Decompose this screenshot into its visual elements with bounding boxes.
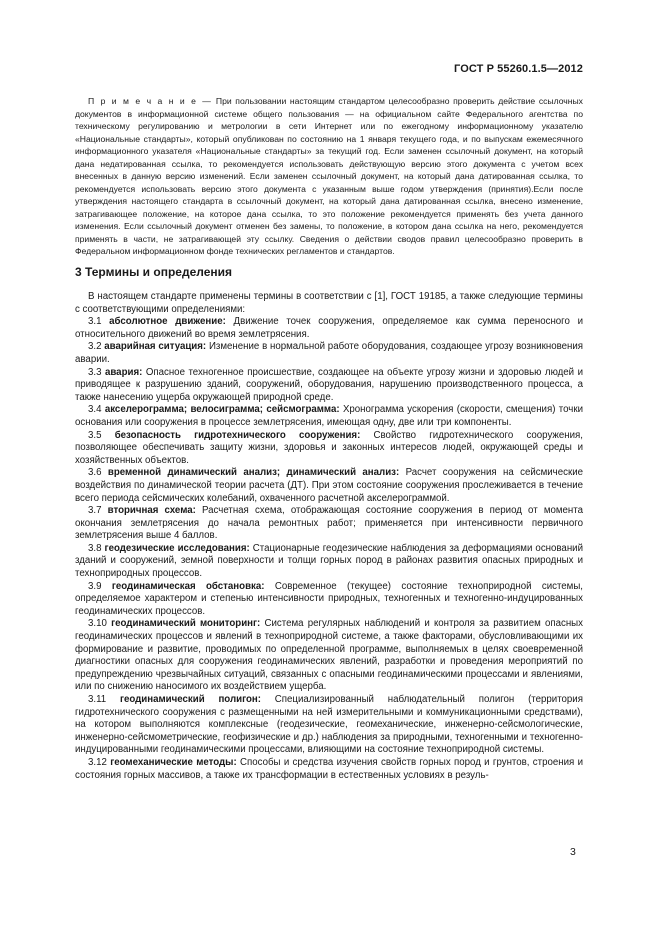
note-label: П р и м е ч а н и е — [88,96,213,106]
term-definition: Расчет сооружения на сейсмические воздействия по динамической теории расчета (ДТ). При этом состояние сооружения прослеживается в течение всего периода сейсмических колебаний, охваченного расчетной акселерограммой. [75,467,583,504]
term-entry [75,757,583,782]
term-entry [75,618,583,694]
term-number: 3.6 [88,467,102,479]
term-number: 3.10 [88,618,107,630]
reference-note [75,95,583,258]
term-definition: Хронограмма ускорения (скорости, смещения) точки основания или сооружения в процессе землетрясения, имеющая одну, две или три компоненты. [75,404,583,428]
term-name: безопасность гидротехнического сооружения: [114,429,361,441]
term-name: акселерограмма; велосиграмма; сейсмограмма: [104,404,340,416]
section-title: 3 Термины и определения [75,265,233,279]
intro-paragraph: В настоящем стандарте применены термины в соответствии с [1], ГОСТ 19185, а также следующие термины с соответствующими определениями: [75,291,583,315]
term-definition: Способы и средства изучения свойств горных пород и грунтов, строения и состояния горных массивов, а также их трансформации в естественных условиях в резуль- [75,756,583,781]
term-entry [75,581,583,619]
term-number: 3.7 [88,505,102,517]
term-name: аварийная ситуация: [104,341,207,353]
term-definition: Современное (текущее) состояние техноприродной системы, определяемое характером и степенью интенсивности природных, техногенных и техногенно-индуцированных геодинамических процессов. [75,580,583,617]
note-text: При пользовании настоящим стандартом целесообразно проверить действие ссылочных документов в информационной системе общего пользования — на официальном сайте Федерального агентства по техническому регулированию и метрологии в сети Интернет или по ежегодному информационному указателю «Национальные стандарты», который опубликован по состоянию на 1 января текущего года, и по выпускам ежемесячного информационного указателя «Национальные стандарты» за текущий год. Если заменен ссылочный документ, на который дана недатированная ссылка, то рекомендуется использовать действующую версию этого документа с учетом всех внесенных в данную версию изменений. Если заменен ссылочный документ, на который дана датированная ссылка, то рекомендуется использовать версию этого документа с указанным выше годом утверждения (принятия).Если после утверждения настоящего стандарта в ссылочный документ, на который дана датированная ссылка, внесено изменение, затрагивающее положение, на которое дана ссылка, то это положение рекомендуется применять без учета данного изменения. Если ссылочный документ отменен без замены, то положение, в котором дана ссылка на него, рекомендуется применять в части, не затрагивающей эту ссылку. Сведения о действии сводов правил целесообразно проверить в Федеральном информационном фонде технических регламентов и стандартов. [75,96,583,256]
term-entry [75,316,583,341]
term-name: геодезические исследования: [104,542,250,554]
term-entry [75,341,583,366]
term-number: 3.11 [88,694,107,705]
term-definition: Стационарные геодезические наблюдения за деформациями оснований зданий и сооружений, земной поверхности и толщи горных пород в районах развития опасных природных и техноприродных процессов. [75,542,583,580]
term-definition: Опасное техногенное происшествие, создающее на объекте угрозу жизни и здоровью людей и приводящее к разрушению зданий, сооружений, оборудования, нарушению производственного процесса, а также нанесению ущерба окружающей природной среде. [75,366,583,403]
term-name: абсолютное движение: [109,316,226,328]
term-definition: Свойство гидротехнического сооружения, позволяющее обеспечивать защиту жизни, здоровья и законных интересов людей, окружающей среды и хозяйственных объектов. [75,429,583,466]
terms-body [75,291,583,782]
term-entry [75,543,583,581]
term-number: 3.8 [88,542,102,554]
term-entry [75,367,583,405]
term-number: 3.4 [88,404,102,416]
term-entry [75,694,583,757]
term-name: геомеханические методы: [110,756,237,768]
term-number: 3.12 [88,756,107,768]
term-definition: Система регулярных наблюдений и контроля за развитием опасных геодинамических процессов и явлений в техноприродной системе, а также факторами, обусловливающими их формирование и развитие, проводимых по определенной программе, выполняемых в целях своевременной диагностики опасных для сооружения геодинамических явлений, разработки и проведения мероприятий по предупреждению чрезвычайных ситуаций, связанных с опасными геодинамическими процессами и явлениями, или по снижению наносимого их воздействием ущерба. [75,618,583,693]
terms-list [75,316,583,782]
term-definition: Специализированный наблюдательный полигон (территория гидротехнического сооружения с размещенными на ней измерительными и коммуникационными средствами), на котором выполняются комплексные (геодезические, геомеханические, инженерно-сейсмологические, инженерно-сейсмометрические, геофизические и др.) наблюдения за природными, техногенными и техногенно-индуцированными геодинамическими процессами, влияющими на состояние техноприродной системы. [75,694,583,756]
term-name: геодинамический мониторинг: [111,618,261,630]
term-definition: Расчетная схема, отображающая состояние сооружения в период от момента окончания землетрясения до начала ремонтных работ; применяется при интенсивности первичного землетрясения выше 4 баллов. [75,505,583,542]
term-number: 3.5 [88,429,102,441]
term-number: 3.1 [88,316,102,328]
term-number: 3.3 [88,366,102,378]
term-entry [75,430,583,468]
term-definition: Движение точек сооружения, определяемое как сумма переносного и относительного движений во время землетрясения. [75,316,583,340]
term-entry [75,404,583,429]
term-definition: Изменение в нормальной работе оборудования, создающее угрозу возникновения аварии. [75,341,584,365]
document-id-header: ГОСТ Р 55260.1.5—2012 [454,63,583,75]
term-number: 3.2 [88,341,102,353]
term-name: геодинамическая обстановка: [111,580,265,592]
term-entry [75,467,583,505]
term-number: 3.9 [88,580,102,592]
page-number: 3 [570,846,576,858]
term-name: временной динамический анализ; динамический анализ: [107,467,400,479]
term-name: геодинамический полигон: [119,694,261,705]
term-name: авария: [104,366,143,378]
term-name: вторичная схема: [107,505,196,517]
term-entry [75,505,583,543]
